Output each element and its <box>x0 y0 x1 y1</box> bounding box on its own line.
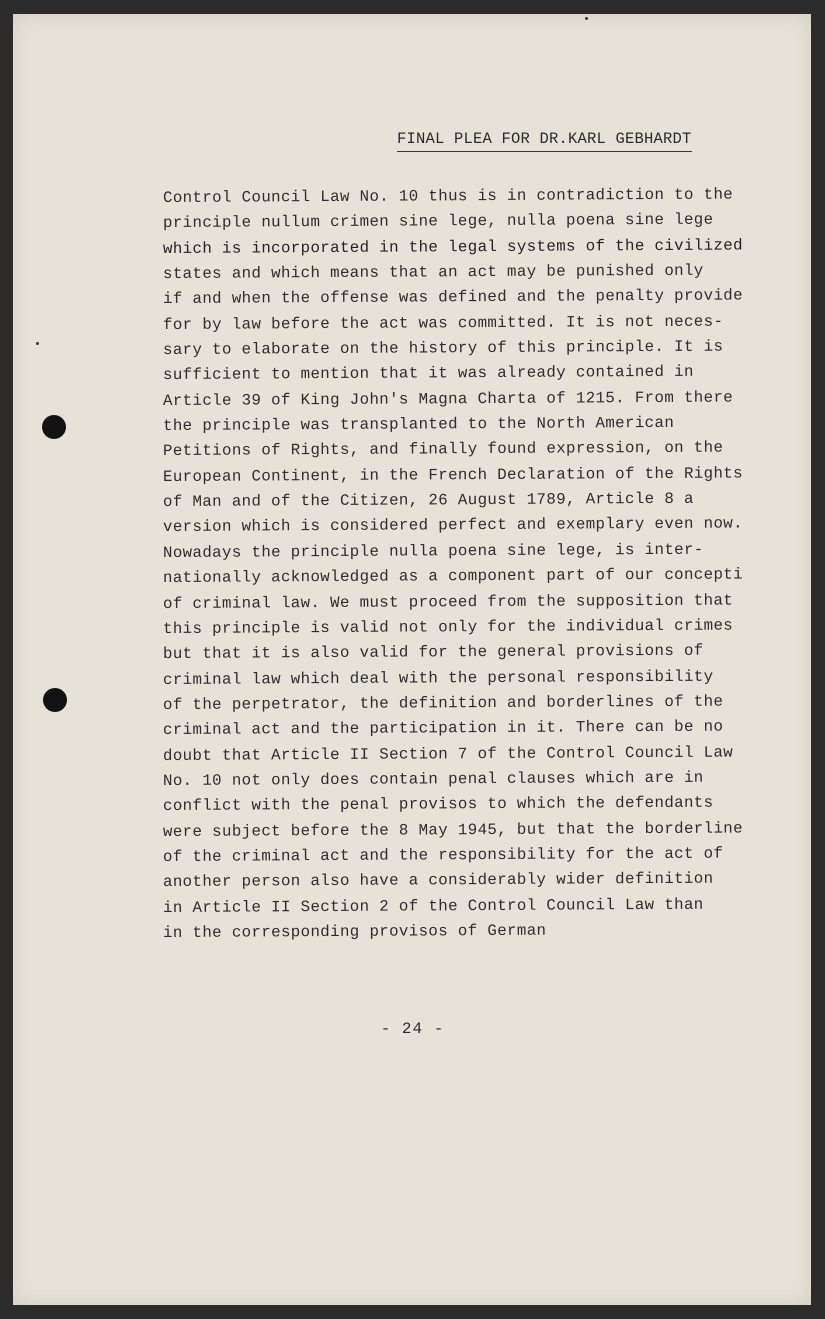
text-line: the principle was transplanted to the North American <box>162 413 675 436</box>
text-line: sufficient to mention that it was already contained in <box>162 363 694 385</box>
text-line: European Continent, in the French Declaration of the Rights <box>162 464 743 486</box>
text-line: of the criminal act and the responsibility for the act of <box>162 844 724 866</box>
text-line: criminal law which deal with the personal responsibility <box>162 667 714 689</box>
paper-speck <box>585 17 588 20</box>
text-line: of criminal law. We must proceed from the supposition that <box>162 591 734 613</box>
punch-hole <box>42 415 66 439</box>
text-line: nationally acknowledged as a component part of our concepti <box>162 565 743 588</box>
text-line: states and which means that an act may be punished only <box>162 261 704 284</box>
text-line: another person also have a considerably wider definition <box>162 869 714 892</box>
text-line: principle nullum crimen sine lege, nulla poena sine lege <box>162 210 714 233</box>
page-number: - 24 - <box>380 1020 445 1038</box>
text-line: version which is considered perfect and exemplary even now. <box>162 514 743 537</box>
text-line: which is incorporated in the legal systems of the civilized <box>162 236 743 258</box>
text-line: of Man and of the Citizen, 26 August 1789, Article 8 a <box>162 489 694 512</box>
text-line: if and when the offense was defined and the penalty provide <box>162 286 743 309</box>
text-line: sary to elaborate on the history of this principle. It is <box>162 337 724 360</box>
text-line: criminal act and the participation in it. There can be no <box>162 717 724 740</box>
paper-speck <box>36 342 39 345</box>
text-line: No. 10 not only does contain penal clauses which are in <box>162 768 704 790</box>
text-line: for by law before the act was committed. It is not neces- <box>162 312 724 334</box>
body-text <box>163 186 773 946</box>
text-line: Petitions of Rights, and finally found expression, on the <box>162 439 724 461</box>
text-line: were subject before the 8 May 1945, but that the borderline <box>162 819 743 841</box>
text-line: of the perpetrator, the definition and borderlines of the <box>162 692 724 714</box>
text-line: Control Council Law No. 10 thus is in contradiction to the <box>162 185 734 207</box>
text-line: in the corresponding provisos of German <box>162 921 547 942</box>
text-line: but that it is also valid for the general provisions of <box>162 641 704 664</box>
text-line: Nowadays the principle nulla poena sine lege, is inter- <box>162 540 704 562</box>
punch-hole <box>43 688 67 712</box>
text-line: doubt that Article II Section 7 of the Control Council Law <box>162 743 734 765</box>
text-line: this principle is valid not only for the individual crimes <box>162 616 734 638</box>
text-line: Article 39 of King John's Magna Charta of 1215. From there <box>162 388 734 410</box>
document-header: FINAL PLEA FOR DR.KARL GEBHARDT <box>397 130 692 152</box>
text-line: in Article II Section 2 of the Control Council Law than <box>162 895 704 917</box>
text-line: conflict with the penal provisos to which the defendants <box>162 793 714 816</box>
